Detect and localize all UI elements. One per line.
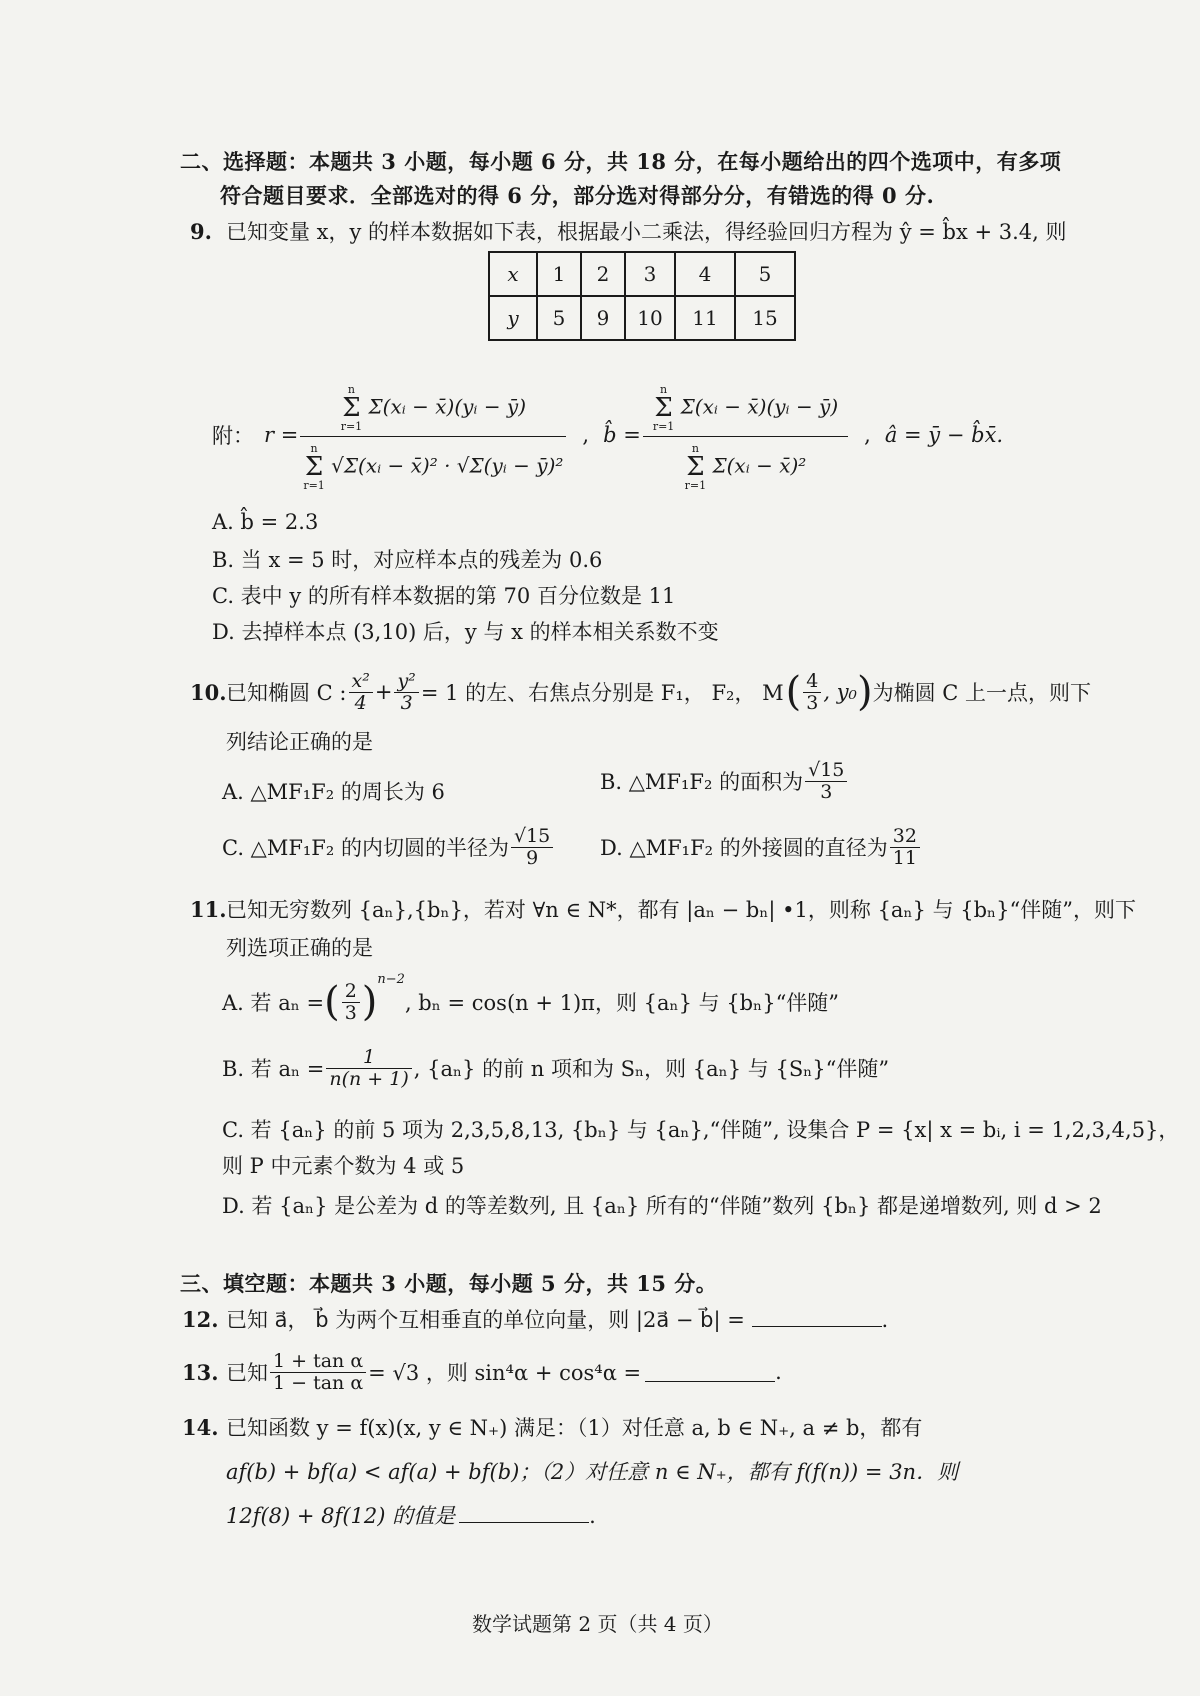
question-text: = 1 的左、右焦点分别是 F₁， F₂， M — [420, 681, 784, 705]
q11-option-c-continued: 则 P 中元素个数为 4 或 5 — [222, 1154, 465, 1178]
question-number: 13. — [182, 1359, 219, 1385]
appendix-label: 附： — [212, 424, 254, 448]
question-text: 已知椭圆 C : — [226, 681, 347, 705]
question-text: 已知函数 y = f(x)(x, y ∈ N₊) 满足：（1）对任意 a, b ∈ N₊, a ≠ b，都有 — [226, 1416, 923, 1440]
page-footer: 数学试题第 2 页（共 4 页） — [472, 1612, 723, 1636]
section-2-heading: 二、选择题：本题共 3 小题，每小题 6 分，共 18 分，在每小题给出的四个选项中，有多项 — [180, 149, 1062, 174]
sum-symbol: n Σ r=1 — [303, 441, 325, 492]
question-text: 已知无穷数列 {aₙ},{bₙ}，若对 ∀n ∈ N*，都有 |aₙ − bₙ| •1，则称 {aₙ} 与 {bₙ}“伴随”，则下 — [226, 898, 1136, 922]
table-cell: 11 — [675, 296, 735, 340]
table-header-x: x — [489, 252, 537, 296]
inradius-fraction: $\frac{√15}{9}$ — [511, 826, 553, 869]
r-numerator: n Σ r=1 Σ(xᵢ − x̄)(yᵢ − ȳ) — [300, 380, 566, 437]
table-cell: 10 — [625, 296, 675, 340]
b-formula-lhs: b̂ = — [603, 423, 641, 447]
exponent: n−2 — [377, 972, 405, 987]
question-text: 已知变量 x，y 的样本数据如下表，根据最小二乘法，得经验回归方程为 ŷ = b̂x + 3.4, 则 — [226, 220, 1067, 244]
r-formula-lhs: r = — [264, 423, 299, 447]
r-formula-fraction — [300, 380, 566, 491]
question-14-line-3: 12f(8) + 8f(12) 的值是 . — [226, 1504, 596, 1528]
table-cell: 2 — [581, 252, 625, 296]
sum-symbol: n Σ r=1 — [340, 382, 363, 433]
q11-option-c: C. 若 {aₙ} 的前 5 项为 2,3,5,8,13, {bₙ} 与 {aₙ},“伴随”, 设集合 P = {x| x = bᵢ, i = 1,2,3,4,5}， — [222, 1118, 1180, 1142]
diameter-fraction: $\frac{32}{11}$ — [890, 826, 920, 869]
q9-option-b: B. 当 x = 5 时，对应样本点的残差为 0.6 — [212, 548, 603, 572]
question-12: 12. 已知 a⃗， b⃗ 为两个互相垂直的单位向量，则 |2a⃗ − b⃗| = . — [182, 1307, 889, 1332]
term-fraction: $\frac{1}{n(n + 1)}$ — [326, 1047, 411, 1090]
q9-appendix-formulas: 附： r = n Σ r=1 Σ(xᵢ − x̄)(yᵢ − ȳ) n Σ r=1 √Σ(xᵢ − x̄)² · √Σ(yᵢ − ȳ)² , b̂ = n Σ r=1 Σ(xᵢ − x̄)(yᵢ − ȳ) n Σ r=1 Σ(xᵢ − x̄)² , â = ȳ − b̂x̄. — [212, 380, 1003, 490]
table-cell: 4 — [675, 252, 735, 296]
answer-blank[interactable] — [752, 1308, 882, 1327]
b-formula-fraction — [643, 380, 848, 491]
m-x-coordinate: $\frac{4}{3}$ — [803, 671, 821, 714]
b-numerator: n Σ r=1 Σ(xᵢ − x̄)(yᵢ − ȳ) — [643, 380, 848, 437]
q11-option-d: D. 若 {aₙ} 是公差为 d 的等差数列, 且 {aₙ} 所有的“伴随”数列 {bₙ} 都是递增数列, 则 d > 2 — [222, 1194, 1102, 1218]
table-cell: 5 — [537, 296, 581, 340]
sum-symbol: n Σ r=1 — [652, 382, 675, 433]
question-text: 已知 a⃗， b⃗ 为两个互相垂直的单位向量，则 |2a⃗ − b⃗| = — [226, 1308, 745, 1332]
q11-option-b: B. 若 aₙ = $\frac{1}{n(n + 1)}$ , {aₙ} 的前 n 项和为 Sₙ，则 {aₙ} 与 {Sₙ}“伴随” — [222, 1045, 890, 1090]
table-row-x — [489, 252, 795, 296]
table-cell: 1 — [537, 252, 581, 296]
answer-blank[interactable] — [459, 1504, 589, 1523]
q10-option-a: A. △MF₁F₂ 的周长为 6 — [222, 780, 445, 804]
question-text: 已知 — [226, 1361, 268, 1385]
table-header-y: y — [489, 296, 537, 340]
q10-option-c: C. △MF₁F₂ 的内切圆的半径为 $\frac{√15}{9}$ — [222, 826, 555, 869]
question-number: 11. — [190, 897, 227, 922]
question-9-stem — [190, 216, 1067, 246]
q10-option-b: B. △MF₁F₂ 的面积为 $\frac{√15}{3}$ — [600, 760, 849, 803]
ellipse-x-term: $\frac{\text{x²}}{4}$ — [349, 671, 373, 714]
q10-option-d: D. △MF₁F₂ 的外接圆的直径为 $\frac{32}{11}$ — [600, 826, 922, 869]
ratio-fraction: $\frac{2}{3}$ — [342, 981, 360, 1024]
question-number: 14. — [182, 1415, 219, 1440]
section-2-instructions: 符合题目要求．全部选对的得 6 分，部分选对得部分分，有错选的得 0 分. — [220, 183, 935, 208]
question-14-line-2: af(b) + bf(a) < af(a) + bf(b)；（2）对任意 n ∈ N₊，都有 f(f(n)) = 3n．则 — [226, 1460, 959, 1484]
question-text: 为椭圆 C 上一点，则下 — [872, 681, 1092, 705]
q9-data-table — [488, 251, 796, 341]
table-cell: 9 — [581, 296, 625, 340]
question-10-stem: 10. 已知椭圆 C : $\frac{\text{x²}}{4}$ + $\frac{\text{y²}}{3}$ = 1 的左、右焦点分别是 F₁， F₂， M ( $\frac{4}{3}$ , y₀ ) 为椭圆 C 上一点，则下 — [190, 669, 1092, 715]
q11-option-a: A. 若 aₙ = ( $\frac{2}{3}$ ) $^{n-2}$ , bₙ = cos(n + 1)π，则 {aₙ} 与 {bₙ}“伴随” — [222, 972, 840, 1025]
tan-fraction: $\frac{\text{1 + tan α}}{\text{1 − tan α}}$ — [270, 1351, 366, 1394]
question-number: 10. — [190, 679, 227, 705]
question-number: 12. — [182, 1307, 219, 1332]
question-13: 13. 已知 $\frac{\text{1 + tan α}}{\text{1 − tan α}}$ = √3 ，则 sin⁴α + cos⁴α = . — [182, 1349, 782, 1394]
sum-symbol: n Σ r=1 — [684, 441, 707, 492]
section-3-heading: 三、填空题：本题共 3 小题，每小题 5 分，共 15 分。 — [180, 1271, 718, 1296]
r-denominator: n Σ r=1 √Σ(xᵢ − x̄)² · √Σ(yᵢ − ȳ)² — [303, 441, 564, 492]
question-14 — [182, 1412, 922, 1442]
table-cell: 15 — [735, 296, 795, 340]
answer-blank[interactable] — [645, 1363, 775, 1382]
b-denominator: n Σ r=1 Σ(xᵢ − x̄)² — [684, 441, 807, 492]
table-cell: 3 — [625, 252, 675, 296]
q9-option-a: A. b̂ = 2.3 — [212, 510, 319, 534]
question-number: 9. — [190, 219, 212, 244]
table-row-y — [489, 296, 795, 340]
ellipse-y-term: $\frac{\text{y²}}{3}$ — [394, 671, 418, 714]
question-10-stem-continued: 列结论正确的是 — [226, 730, 373, 754]
q9-option-d: D. 去掉样本点 (3,10) 后，y 与 x 的样本相关系数不变 — [212, 620, 719, 644]
q9-option-c: C. 表中 y 的所有样本数据的第 70 百分位数是 11 — [212, 584, 676, 608]
question-11-stem — [190, 894, 1136, 924]
question-11-stem-continued: 列选项正确的是 — [226, 936, 373, 960]
a-formula: â = ȳ − b̂x̄. — [884, 423, 1004, 447]
area-fraction: $\frac{√15}{3}$ — [805, 760, 847, 803]
table-cell: 5 — [735, 252, 795, 296]
